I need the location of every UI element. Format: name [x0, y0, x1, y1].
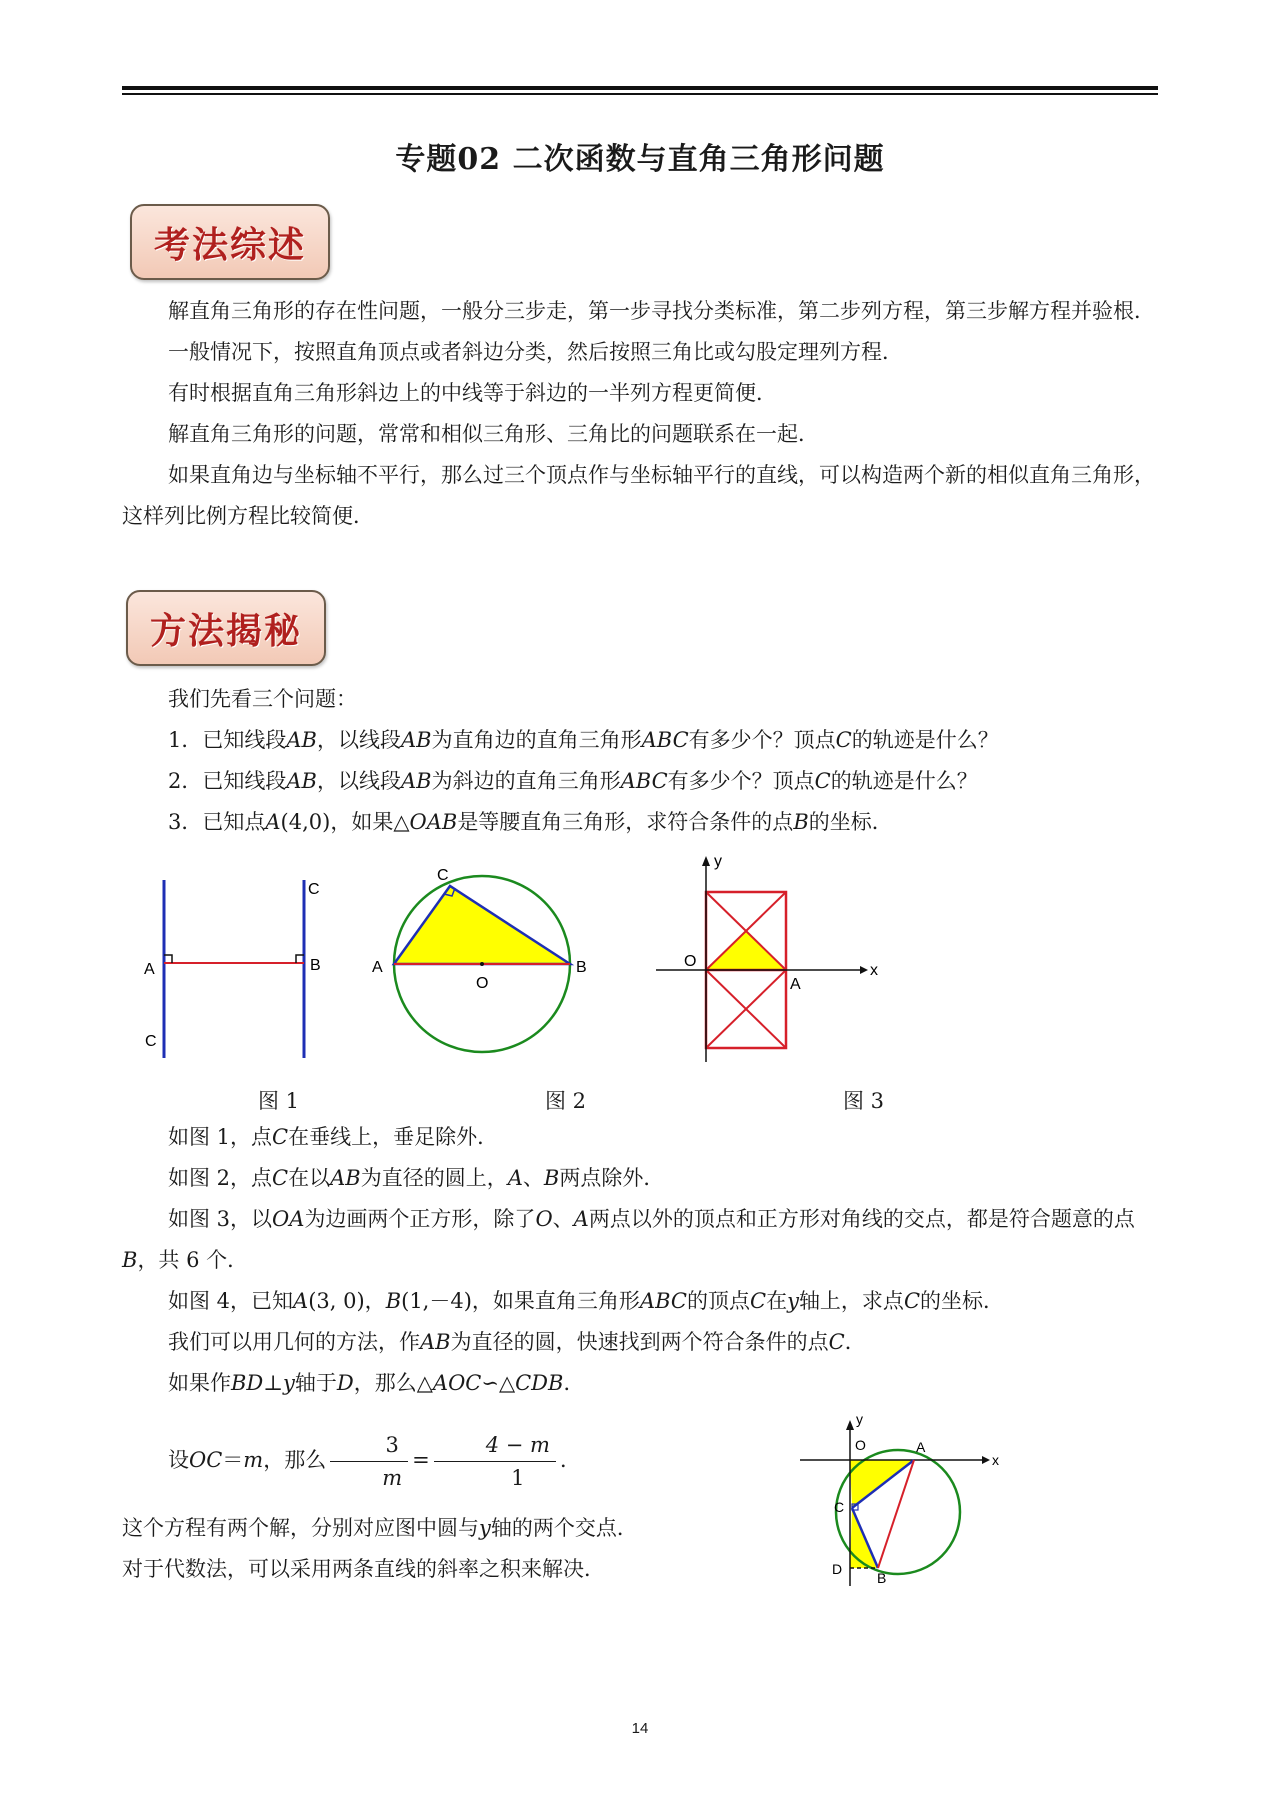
label-c: C [437, 867, 449, 884]
label-c-bottom: C [145, 1033, 157, 1050]
label-y: y [856, 1411, 863, 1427]
question-2: 2．已知线段AB，以线段AB为斜边的直角三角形ABC有多少个？顶点C的轨迹是什么？ [168, 769, 978, 793]
question-3: 3．已知点A(4,0)，如果△OAB是等腰直角三角形，求符合条件的点B的坐标． [168, 810, 893, 834]
section1-body [122, 291, 1162, 537]
paragraph: 解直角三角形的存在性问题，一般分三步走，第一步寻找分类标准，第二步列方程，第三步解方程并验根． [168, 299, 1155, 323]
figure-3 [650, 852, 880, 1074]
figure-1 [128, 870, 338, 1070]
label-o: O [476, 975, 489, 992]
closing-1: 这个方程有两个解，分别对应图中圆与y轴的两个交点． [122, 1516, 638, 1540]
paragraph: 解直角三角形的问题，常常和相似三角形、三角比的问题联系在一起． [168, 422, 819, 446]
equation: 设OC＝m，那么 $\frac{3}{m}$ = $\frac{4 - m}{1}$ ． [122, 1424, 742, 1496]
closing-2: 对于代数法，可以采用两条直线的斜率之积来解决． [122, 1557, 605, 1581]
label-a: A [372, 959, 383, 976]
label-a: A [916, 1439, 926, 1455]
label-o: O [684, 953, 697, 970]
fraction-right: $\frac{4 - m}{1}$ [434, 1429, 556, 1494]
paragraph: 如果直角边与坐标轴不平行，那么过三个顶点作与坐标轴平行的直线，可以构造两个新的相似直角三角形，这样列比例方程比较简便． [122, 463, 1155, 528]
equation-line [122, 1424, 742, 1496]
section2-questions [122, 679, 1162, 843]
figure-3-caption: 图 3 [843, 1089, 885, 1113]
label-c: C [834, 1499, 845, 1515]
label-a: A [144, 961, 155, 978]
label-c-top: C [308, 881, 320, 898]
label-d: D [832, 1561, 843, 1577]
fraction-left: $\frac{3}{m}$ [330, 1429, 408, 1494]
label-b: B [310, 957, 321, 974]
section-badge-kaofa [130, 204, 330, 280]
question-1: 1．已知线段AB，以线段AB为直角边的直角三角形ABC有多少个？顶点C的轨迹是什么？ [168, 728, 999, 752]
explanation-6: 如果作BD⊥y轴于D，那么△AOC∽△CDB． [168, 1371, 585, 1395]
figure-2-caption: 图 2 [545, 1089, 587, 1113]
figure-4 [792, 1410, 1002, 1592]
intro-line: 我们先看三个问题： [168, 687, 357, 711]
explanation-5: 我们可以用几何的方法，作AB为直径的圆，快速找到两个符合条件的点C． [168, 1330, 866, 1354]
label-o: O [855, 1437, 866, 1453]
header-rule-thin [122, 93, 1158, 95]
explanation-3: 如图 3，以OA为边画两个正方形，除了O、A两点以外的顶点和正方形对角线的交点，都是符合题意的点B，共 6 个． [122, 1207, 1135, 1272]
section-badge-fangfa [126, 590, 326, 666]
badge-label: 方法揭秘 [149, 609, 302, 652]
section2-explanations [122, 1117, 1162, 1404]
explanation-2: 如图 2，点C在以AB为直径的圆上，A、B两点除外． [168, 1166, 665, 1190]
label-x: x [870, 962, 878, 979]
explanation-4: 如图 4，已知A(3, 0)，B(1,－4)，如果直角三角形ABC的顶点C在y轴上，求点C的坐标． [168, 1289, 1005, 1313]
header-rule-thick [122, 86, 1158, 90]
label-b: B [877, 1570, 887, 1586]
label-y: y [714, 853, 722, 870]
figure-1-caption: 图 1 [258, 1089, 300, 1113]
figure-2 [362, 856, 602, 1066]
paragraph: 有时根据直角三角形斜边上的中线等于斜边的一半列方程更简便． [168, 381, 777, 405]
page-title: 专题02 二次函数与直角三角形问题 [395, 142, 885, 177]
label-x: x [992, 1452, 999, 1468]
closing-lines [122, 1508, 742, 1590]
label-b: B [576, 959, 587, 976]
paragraph: 一般情况下，按照直角顶点或者斜边分类，然后按照三角比或勾股定理列方程． [168, 340, 903, 364]
page-number: 14 [631, 1720, 649, 1737]
explanation-1: 如图 1，点C在垂线上，垂足除外． [168, 1125, 499, 1149]
badge-label: 考法综述 [153, 223, 306, 266]
label-a: A [790, 976, 801, 993]
